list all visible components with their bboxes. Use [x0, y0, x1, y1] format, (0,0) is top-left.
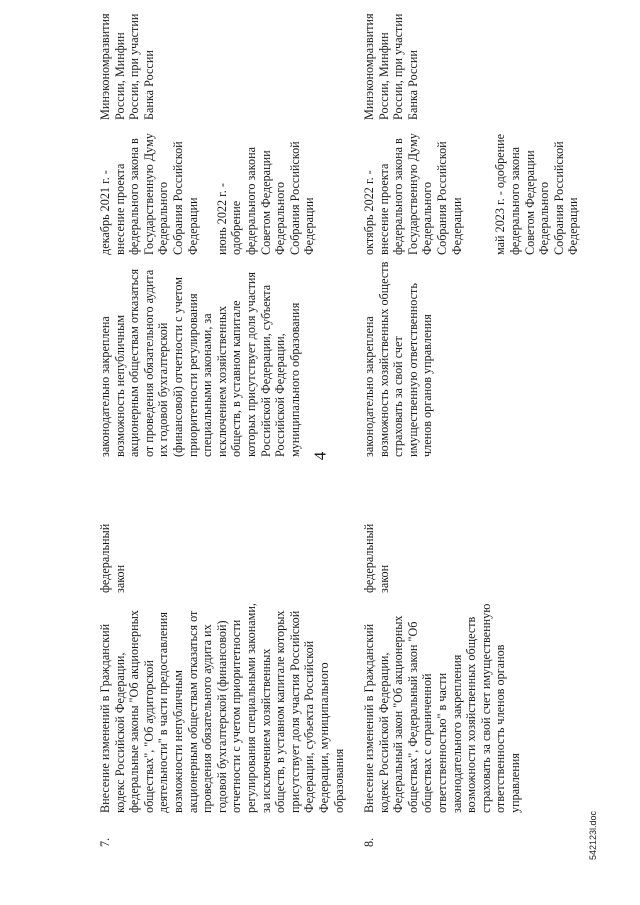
- measures-table: [92, 0, 640, 905]
- table-row: [356, 0, 636, 905]
- responsible-executors: Минэкономразвития России, Минфин России, при участии Банка России: [362, 13, 420, 120]
- deadline-approval: июнь 2022 г. - одобрение федерального закона Советом Федерации Федерального Собрания Российской Федерации: [214, 141, 317, 255]
- table-row: [92, 0, 356, 905]
- deadline-approval: май 2023 г. - одобрение федерального закона Советом Федерации Федерального Собрания Российской Федерации: [493, 133, 581, 255]
- document-file-id: 542123l.doc: [588, 810, 598, 860]
- document-type: федеральный закон: [98, 523, 127, 593]
- page-number: 4: [310, 451, 330, 461]
- deadline-submission: декабрь 2021 г. - внесение проекта федерального закона в Государственную Думу Федерального Собрания Российской Федерации: [98, 133, 200, 255]
- responsible-executors: Минэкономразвития России, Минфин России, при участии Банка России: [98, 13, 156, 120]
- deadlines: [362, 129, 581, 255]
- measure-name: Внесение изменений в Гражданский кодекс Российской Федерации, федеральные законы "Об акционерных обществах", "Об аудиторской деятельности" в части предоставления возможности непубличным акционерным обществам отказаться от проведения обязательного аудита их годовой бухгалтерской (финансовой) отчетности с учетом приоритетности регулирования специальными законами, за исключением хозяйственных обществ, в уставном капитале которых присутствует доля участия Российской Федерации, субъекта Российской Федерации, муниципального образования: [98, 603, 346, 813]
- row-number: 8.: [362, 837, 376, 847]
- deadlines: [98, 129, 317, 255]
- deadline-submission: октябрь 2022 г. - внесение проекта федерального закона в Государственную Думу Федерального Собрания Российской Федерации: [362, 133, 464, 255]
- row-number: 7.: [98, 837, 112, 847]
- document-type: федеральный закон: [362, 523, 391, 593]
- measure-name: Внесение изменений в Гражданский кодекс Российской Федерации, Федеральный закон "Об акционерных обществах", Федеральный закон "Об обществах с ограниченной ответственностью" в части законодательного закрепления возможности хозяйственных обществ страховать за свой счет имущественную ответственность членов органов управления: [362, 603, 522, 813]
- expected-result: законодательно закреплена возможность непубличным акционерным обществам отказаться от проведения обязательного аудита их годовой бухгалтерской (финансовой) отчетности с учетом приоритетности регулирования специальными законами, за исключением хозяйственных обществ, в уставном капитале которых присутствует доля участия Российской Федерации, субъекта Российской Федерации, муниципального образования: [98, 268, 302, 457]
- expected-result: законодательно закреплена возможность хозяйственных обществ страховать за свой счет имущественную ответственность членов органов управления: [362, 261, 435, 457]
